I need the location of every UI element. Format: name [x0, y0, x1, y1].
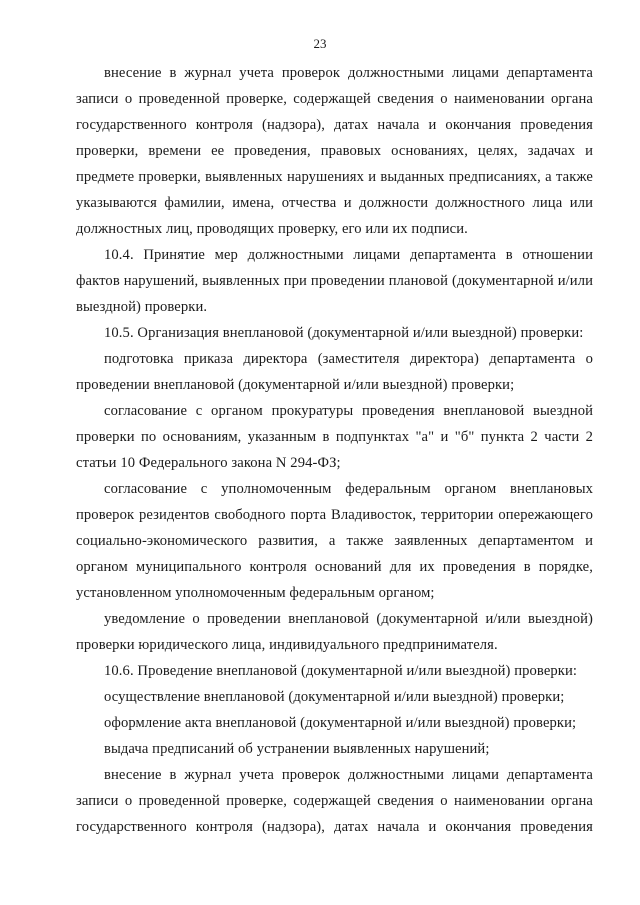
page-number: 23 [313, 36, 327, 51]
paragraph-inspection-act: оформление акта внеплановой (документарной и/или выездной) проверки; [104, 715, 577, 731]
paragraph-federal-approval: согласование с уполномоченным федеральным органом внеплановых проверок резидентов свободного порта Владивосток, территории опережающего социально-экономического развития, а также заявленных департаментом и органом муниципального контроля оснований для их проведения в порядке, установленном уполномоченным федеральным органом; [76, 481, 593, 601]
paragraph-journal-entry-planned: внесение в журнал учета проверок должностными лицами департамента записи о проведенной проверке, содержащей сведения о наименовании органа государственного контроля (надзора), датах начала и окончания проведения проверки, времени ее проведения, правовых основаниях, целях, задачах и предмете проверки, выявленных нарушениях и выданных предписаниях, а также указываются фамилии, имена, отчества и должности должностного лица или должностных лиц, проводящих проверку, его или их подписи. [76, 65, 593, 237]
paragraph-10-6-heading: 10.6. Проведение внеплановой (документарной и/или выездной) проверки: [104, 663, 578, 679]
paragraph-unscheduled-inspection: осуществление внеплановой (документарной и/или выездной) проверки; [104, 689, 565, 705]
paragraph-journal-entry-unscheduled: внесение в журнал учета проверок должностными лицами департамента записи о проведенной проверке, содержащей сведения о наименовании органа государственного контроля (надзора), датах начала и окончания проведения [76, 767, 593, 835]
paragraph-10-5-heading: 10.5. Организация внеплановой (документарной и/или выездной) проверки: [104, 325, 584, 341]
document-body [76, 60, 593, 840]
paragraph-issue-orders: выдача предписаний об устранении выявленных нарушений; [104, 741, 490, 757]
paragraph-order-preparation: подготовка приказа директора (заместителя директора) департамента о проведении внеплановой (документарной и/или выездной) проверки; [76, 351, 593, 393]
paragraph-10-4: 10.4. Принятие мер должностными лицами департамента в отношении фактов нарушений, выявленных при проведении плановой (документарной и/или выездной) проверки. [76, 247, 593, 315]
paragraph-notification: уведомление о проведении внеплановой (документарной и/или выездной) проверки юридического лица, индивидуального предпринимателя. [76, 611, 593, 653]
paragraph-prosecutor-approval: согласование с органом прокуратуры проведения внеплановой выездной проверки по основаниям, указанным в подпунктах "а" и "б" пункта 2 части 2 статьи 10 Федерального закона N 294-ФЗ; [76, 403, 593, 471]
